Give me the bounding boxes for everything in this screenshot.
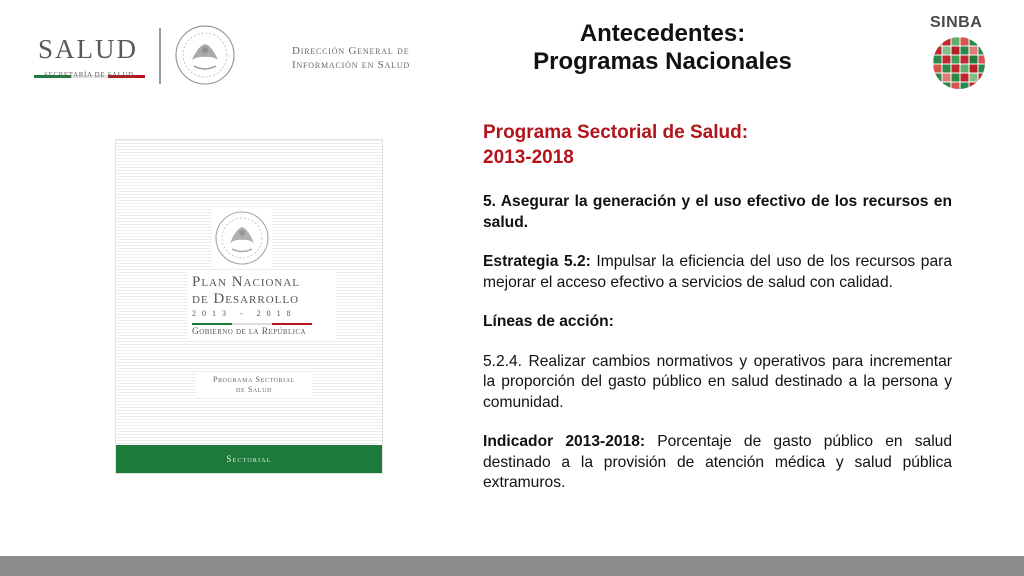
footer-bar (0, 556, 1024, 576)
indicator-label: Indicador 2013-2018: (483, 433, 646, 450)
salud-logo (30, 34, 150, 84)
strategy-text: Impulsar la eficiencia del uso de los recursos para mejorar el acceso efectivo a servicios de salud con calidad. (483, 253, 952, 291)
cover-plan-line-1: Plan Nacional (192, 274, 301, 290)
mexico-seal-icon (172, 24, 238, 86)
slide-title (470, 20, 855, 76)
program-heading-line-2: 2013-2018 (483, 147, 574, 168)
indicator-text: Porcentaje de gasto público en salud destinado a la provisión de atención médica y salud pública extramuros. (483, 433, 953, 491)
objective-text: 5. Asegurar la generación y el uso efectivo de los recursos en salud. (483, 193, 952, 231)
dgis-line-1: Dirección General de (292, 45, 410, 57)
program-heading-line-1: Programa Sectorial de Salud: (483, 122, 749, 143)
cover-years: 2013 - 2018 (192, 309, 297, 318)
strategy-paragraph (483, 252, 952, 293)
content-text (483, 120, 952, 494)
dgis-line-2: Información en Salud (292, 59, 410, 71)
cover-government: Gobierno de la República (192, 327, 306, 337)
salud-logo-subtitle: SECRETARÍA DE SALUD (44, 71, 134, 79)
cover-band: Sectorial (116, 445, 382, 473)
cover-program-line-2: de Salud (236, 385, 272, 394)
program-heading (483, 120, 952, 170)
action-line-text: 5.2.4. Realizar cambios normativos y operativos para incrementar la proporción del gasto público en salud destinado a la persona y comunidad. (483, 352, 952, 411)
indicator-paragraph (483, 432, 952, 494)
title-line-2: Programas Nacionales (533, 48, 792, 75)
dgis-logo-text (292, 44, 410, 72)
cover-seal-icon (212, 208, 272, 268)
sinba-logo (918, 14, 1002, 96)
title-line-1: Antecedentes: (579, 20, 746, 47)
program-cover-image (116, 140, 382, 473)
cover-plan-title (188, 272, 336, 339)
cover-flag-stripe (192, 323, 312, 325)
cover-program-label (196, 372, 312, 398)
flag-stripe (34, 65, 146, 68)
sinba-globe-icon (930, 34, 988, 92)
strategy-label: Estrategia 5.2: (483, 253, 591, 270)
cover-plan-line-2: de Desarrollo (192, 291, 300, 307)
cover-program-line-1: Programa Sectorial (213, 375, 295, 384)
salud-logo-word: SALUD (38, 34, 139, 64)
lines-of-action-label: Líneas de acción: (483, 313, 614, 330)
header-divider (159, 28, 161, 84)
sinba-logo-word: SINBA (930, 14, 983, 31)
